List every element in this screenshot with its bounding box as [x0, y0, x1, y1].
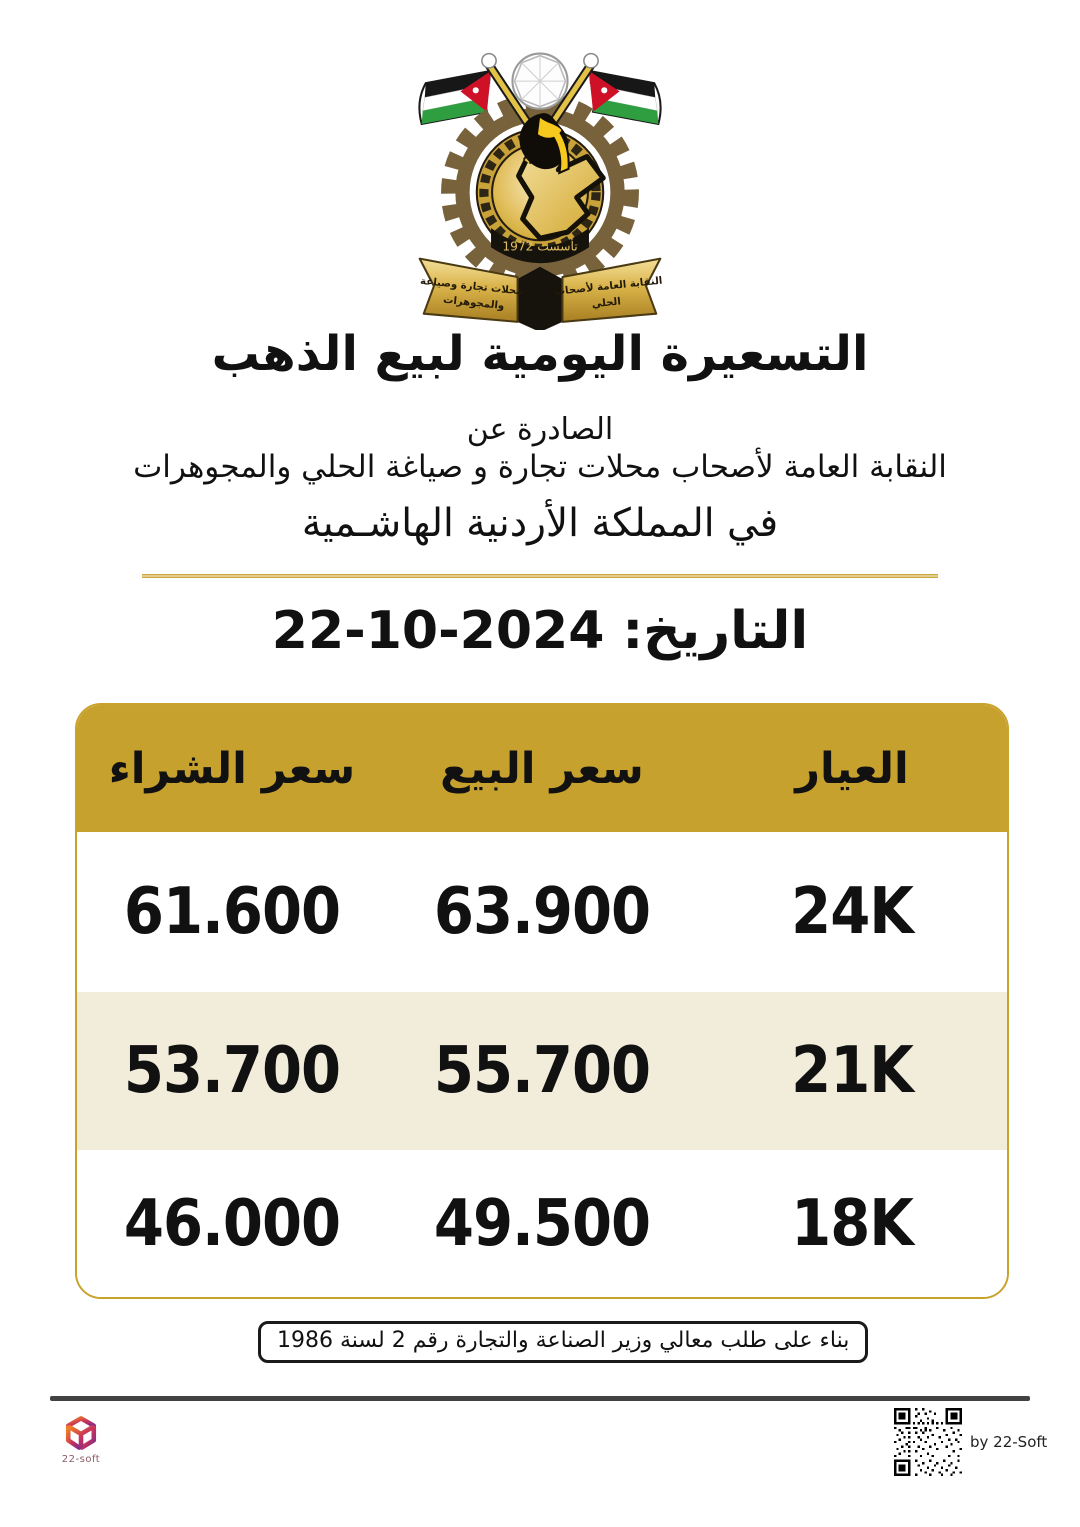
soft22-logo — [58, 1412, 104, 1465]
page-title: التسعيرة اليومية لبيع الذهب — [211, 326, 869, 382]
syndicate-logo-graphic — [382, 24, 698, 330]
karat-cell: 21K — [791, 1034, 913, 1108]
table-row — [77, 832, 1007, 992]
sell-price-cell: 63.900 — [433, 875, 651, 949]
ribbon-right-line2: الحلي — [591, 296, 622, 311]
gold-divider — [142, 574, 938, 578]
column-header-sell: سعر البيع — [440, 743, 644, 794]
qr-block — [894, 1408, 1047, 1476]
ministerial-request-note: بناء على طلب معالي وزير الصناعة والتجارة رقم 2 لسنة 1986 — [258, 1321, 868, 1363]
footer-divider — [50, 1396, 1030, 1401]
date-line — [0, 601, 1080, 661]
kingdom-line: في المملكة الأردنية الهاشـمية — [301, 501, 779, 546]
buy-price-cell: 53.700 — [123, 1034, 341, 1108]
sell-price-cell: 55.700 — [433, 1034, 651, 1108]
ribbon-right-line1: النقابة العامة لأصحاب — [554, 275, 663, 298]
syndicate-logo — [382, 24, 698, 330]
qr-code-icon — [894, 1408, 962, 1476]
buy-price-cell: 46.000 — [123, 1186, 341, 1261]
soft22-caption: 22-soft — [61, 1454, 101, 1465]
cube-logo-icon — [60, 1412, 102, 1454]
issued-by-line: الصادرة عن — [466, 412, 614, 447]
table-header-row — [77, 705, 1007, 832]
column-header-karat: العيار — [795, 743, 909, 794]
date-label: التاريخ: — [622, 601, 809, 661]
syndicate-name-line: النقابة العامة لأصحاب محلات تجارة و صياغة الحلي والمجوهرات — [133, 449, 947, 485]
karat-cell: 24K — [791, 875, 913, 949]
ribbon-left-line1: محلات تجارة وصياغة — [419, 275, 524, 298]
qr-caption: by 22-Soft — [970, 1433, 1048, 1451]
date-value: 22-10-2024 — [271, 601, 605, 661]
table-row — [77, 992, 1007, 1150]
sell-price-cell: 49.500 — [433, 1186, 651, 1261]
ribbon-banner — [418, 259, 665, 330]
column-header-buy: سعر الشراء — [108, 743, 356, 794]
established-text: تأسست 1972 — [502, 239, 578, 254]
buy-price-cell: 61.600 — [123, 875, 341, 949]
karat-cell: 18K — [791, 1186, 913, 1261]
price-table — [75, 703, 1009, 1299]
diamond-icon — [512, 54, 567, 109]
jordan-flag-right-icon — [589, 71, 661, 124]
table-row — [77, 1150, 1007, 1297]
ribbon-left-line2: والمجوهرات — [442, 294, 505, 313]
